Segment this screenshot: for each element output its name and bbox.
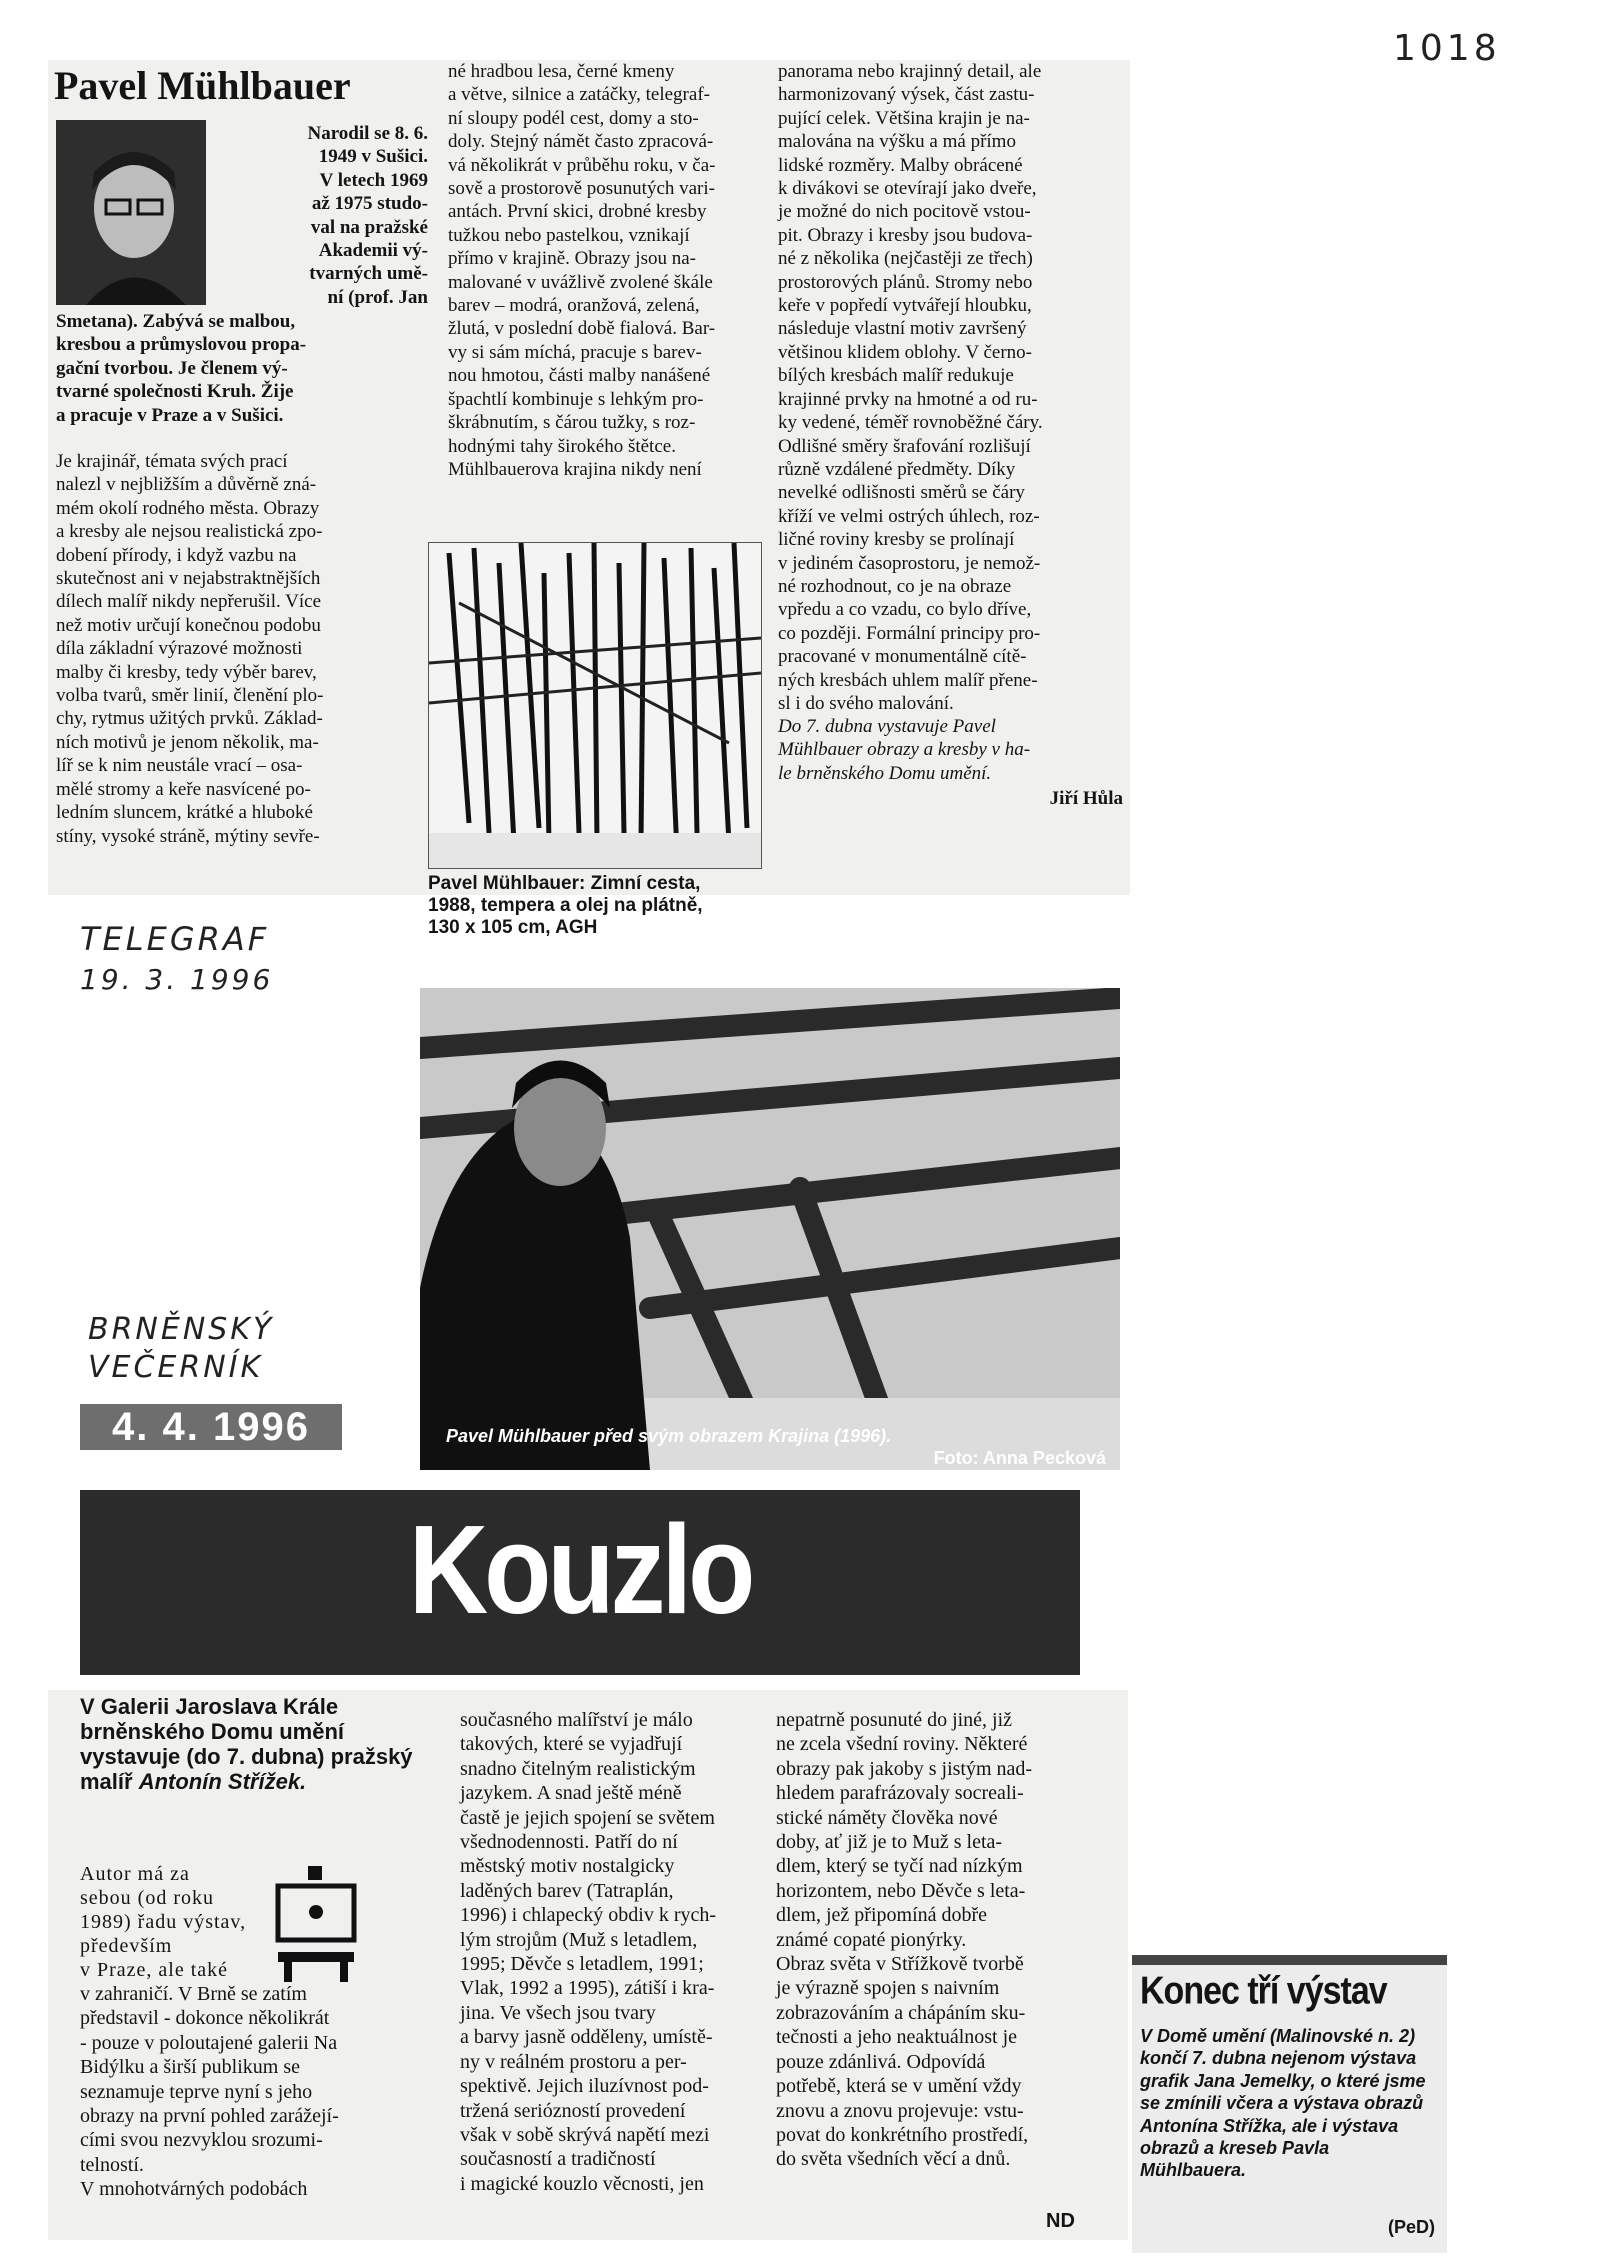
handwritten-source-line2: VEČERNÍK	[88, 1350, 264, 1385]
artist-photo-graphic	[420, 988, 1120, 1470]
headline-banner	[80, 1490, 1080, 1675]
article-column-1: Je krajinář, témata svých prací nalezl v nejbližším a důvěrně zná- mém okolí rodného města. Obrazy a kresby ale nejsou realistická zpo- dobení přírody, i když vazbu na skutečnost ani v nejabstraktnějších dílech malíř nikdy nepřerušil. Více než motiv určují konečnou podobu díla základní výrazové možnosti malby či kresby, tedy výběr barev, volba tvarů, směr linií, členění plo- chy, rytmus užitých prvků. Základ- ních motivů je jenom několik, ma- líř se k nim neustále vrací – osa- mělé stromy a keře nasvícené po- ledním sluncem, krátké a hluboké stíny, vysoké stráně, mýtiny sevře-	[56, 451, 324, 847]
newspaper-clipping-telegraf	[48, 60, 1130, 938]
lead-artist-name: Antonín Střížek.	[138, 1769, 307, 1794]
news-brief-box	[1132, 1955, 1447, 2253]
date-badge: 4. 4. 1996	[80, 1404, 342, 1450]
brief-signature: (PeD)	[1387, 2217, 1435, 2237]
brief-body: V Domě umění (Malinovské n. 2) končí 7. dubna nejenom výstava grafik Jana Jemelky, o které jsme se zmínili včera a výstava obrazů Antonína Střížka, ale i výstava obrazů a kreseb Pavla Mühlbauera.	[1140, 2026, 1426, 2181]
lead-text: V Galerii Jaroslava Krále brněnského Domu umění vystavuje (do 7. dubna) pražský malíř	[80, 1694, 413, 1794]
bio-narrow: Narodil se 8. 6. 1949 v Sušici. V letech 1969 až 1975 studo- val na pražské Akademii vý- tvarných umě- ní (prof. Jan	[307, 123, 428, 308]
article-title: Pavel Mühlbauer	[54, 63, 351, 108]
article-column-3: panorama nebo krajinný detail, ale harmonizovaný výsek, část zastu- pující celek. Většina krajin je na- malována na výšku a má přímo lidské rozměry. Malby obrácené k divákovi se otevírají jako dveře, je možné do nich pocitově vstou- pit. Obrazy i kresby jsou budova- né z několika (nejčastěji ze třech) prostorových plánů. Stromy nebo keře v popředí vytvářejí hloubku, následuje vlastní motiv završený většinou klidem oblohy. V černo- bílých kresbách malíř redukuje krajinné prvky na hmotné a od ru- ky vedené, téměř rovnoběžné čáry. Odlišné směry šrafování rozlišují různě vzdálené předměty. Díky nevelké odlišnosti směrů se čáry kříží ve velmi ostrých úhlech, roz- ličné roviny kresby se prolínají v jediném časoprostoru, je nemož- né rozhodnout, co je na obraze vpředu a co vzadu, co bylo dříve, co později. Formální principy pro- pracované v monumentálně cítě- ných kresbách uhlem malíř přene- sl i do svého malování.	[778, 61, 1043, 714]
article2-author: ND	[1046, 2210, 1075, 2232]
article2-column-3: nepatrně posunuté do jiné, již ne zcela všední roviny. Některé obrazy pak jakoby s jistým nad- hledem parafrázovaly socreali- stické náměty člověka nové doby, ať již je to Muž s leta- dlem, který se tyčí nad nízkým horizontem, nebo Děvče s leta- dlem, jež připomíná dobře známé copaté pionýrky. Obraz světa v Střížkově tvorbě je výrazně spojen s naivním zobrazováním a chápáním sku- tečnosti a jeho neaktuálnost je pouze zdánlivá. Odpovídá potřebě, která se v umění vždy znovu a znovu projevuje: vstu- povat do konkrétního prostředí, do světa všedních věcí a dnů.	[776, 1709, 1033, 2171]
artist-photo	[420, 988, 1120, 1470]
photo-credit: Foto: Anna Pecková	[933, 1448, 1106, 1468]
painting-caption: Pavel Mühlbauer: Zimní cesta, 1988, tempera a olej na plátně, 130 x 105 cm, AGH	[428, 873, 703, 938]
closing-note: Do 7. dubna vystavuje Pavel Mühlbauer obrazy a kresby v ha- le brněnského Domu umění.	[778, 716, 1031, 784]
article-column-2: né hradbou lesa, černé kmeny a větve, silnice a zatáčky, telegraf- ní sloupy podél cest, domy a sto- doly. Stejný námět často zpracová- vá několikrát v průběhu roku, v ča- sově a prostorově posunutých vari- antách. První skici, drobné kresby tužkou nebo pastelkou, vznikají přímo v krajině. Obrazy jsou na- malované v uvážlivě zvolené škále barev – modrá, oranžová, zelená, žlutá, v poslední době fialová. Bar- vy si sám míchá, pracuje s barev- nou hmotou, části malby nanášené špachtlí kombinuje s lehkým pro- škrábnutím, s čárou tužky, s roz- hodnými tahy širokého štětce. Mühlbauerova krajina nikdy není	[448, 61, 716, 480]
handwritten-date-telegraf: 19. 3. 1996	[80, 963, 274, 996]
portrait-graphic	[56, 120, 206, 305]
easel-icon	[270, 1866, 362, 1982]
article2-column-2: současného malířství je málo takových, které se vyjadřují snadno čitelným realistickým jazykem. A snad ještě méně častě je jejich spojení se světem všednodennosti. Patří do ní městský motiv nostalgicky laděných barev (Tatraplán, 1996) i chlapecký obdiv k rych- lým strojům (Muž s letadlem, 1995; Děvče s letadlem, 1991; Vlak, 1992 a 1995), zátiší i kra- jina. Ve všech jsou tvary a barvy jasně odděleny, umístě- ny v reálném prostoru a per- spektivě. Jejich iluzívnost pod- tržená seriózností provedení však v sobě skrývá napětí mezi současností a tradičností i magické kouzlo věcnosti, jen	[460, 1709, 717, 2195]
article2-column-1: v zahraničí. V Brně se zatím představil - dokonce několikrát - pouze v poloutajené galerii Na Bidýlku a širší publikum se seznamuje teprve nyní s jeho obrazy na první pohled zarážejí- cími svou nezvyklou srozumi- telností. V mnohotvárných podobách	[80, 1983, 339, 2201]
brief-title: Konec tří výstav	[1140, 1969, 1387, 2013]
painting-graphic	[429, 543, 761, 868]
article2-column-1-narrow: Autor má za sebou (od roku 1989) řadu výstav, především v Praze, ale také	[80, 1863, 247, 1981]
page-number: 1018	[1393, 28, 1501, 69]
handwritten-source-telegraf: TELEGRAF	[80, 920, 270, 958]
portrait-photo	[56, 120, 206, 305]
easel-icon-graphic	[270, 1866, 362, 1982]
bio-wide: Smetana). Zabývá se malbou, kresbou a průmyslovou propa- gační tvorbou. Je členem vý- tvarné společnosti Kruh. Žije a pracuje v Praze a v Sušici.	[56, 311, 307, 426]
photo-caption: Pavel Mühlbauer před svým obrazem Krajina (1996).	[446, 1426, 892, 1446]
painting-image	[428, 542, 762, 869]
handwritten-source-line1: BRNĚNSKÝ	[88, 1312, 275, 1347]
lead-paragraph	[80, 1694, 440, 1794]
headline: Kouzlo	[408, 1498, 752, 1641]
newspaper-clipping-vecernik	[48, 1690, 1128, 2240]
author-name: Jiří Hůla	[1049, 788, 1123, 809]
